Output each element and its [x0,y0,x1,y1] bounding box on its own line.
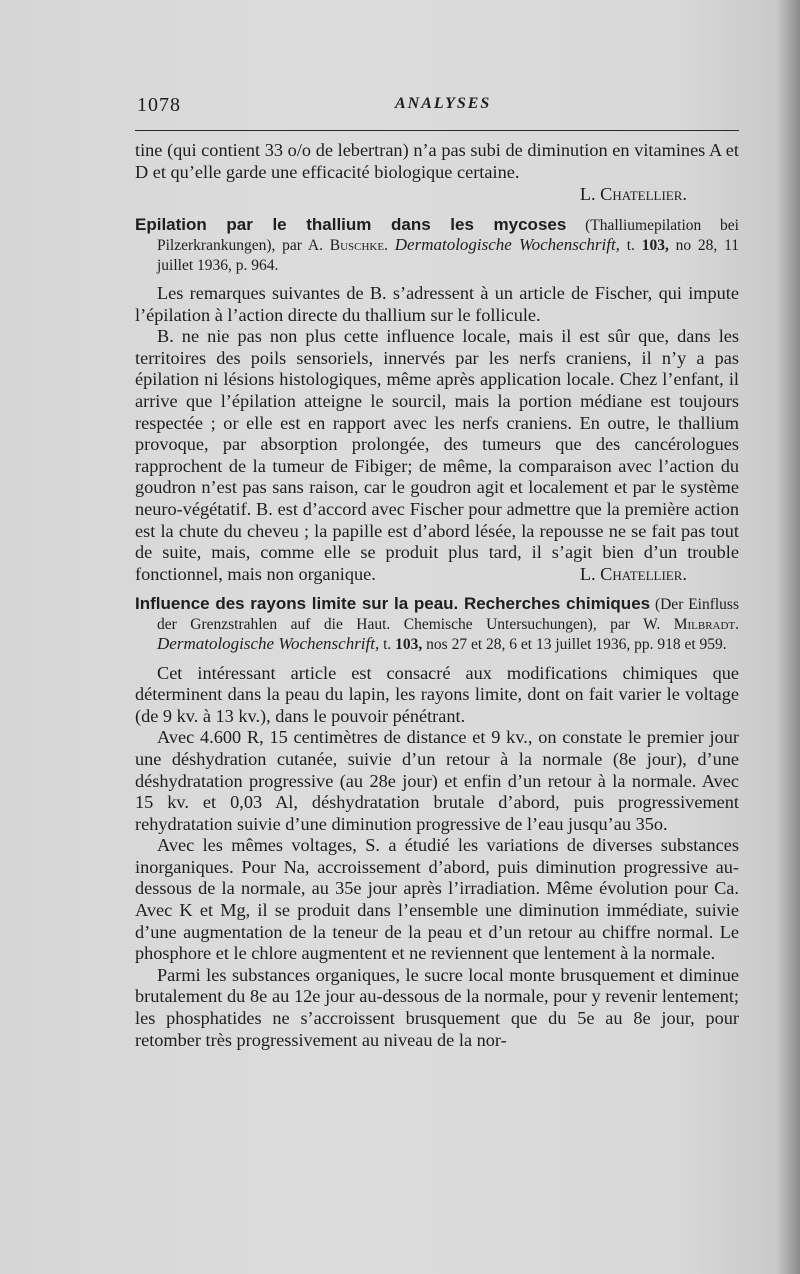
article-2-volume-prefix: t. [383,636,392,654]
article-2-original-title: (Der Einfluss der Grenzstrahlen auf die Haut. Chemische Untersuchungen), par W. [157,596,739,633]
page-number: 1078 [137,94,181,116]
continuation-signature: L. Chatellier. [579,184,687,205]
page-header [137,94,737,122]
article-1-issue: no 28, 11 juillet 1936, p. 964. [157,237,740,274]
article-2-heading [135,594,739,654]
article-1-original-title: (Thalliumepilation bei Pilzerkrankungen), par A. [157,216,739,255]
article-2-journal: Dermatologische Wochenschrift, [157,634,380,654]
article-1-heading [135,215,739,275]
article-2-paragraph-3: Avec les mêmes voltages, S. a étudié les variations de diverses substances inorganiques. Pour Na, accroissement d’abord, puis diminution progressive au-dessous de la normale, au 35e jour après l’irradiation. Même évolution pour Ca. Avec K et Mg, il se produit dans l’ensemble une diminution immédiate, suivie d’une augmentation de la teneur de la peau et d’un retour au chiffre normal. Le phosphore et le chlore augmentent et ne reviennent que lentement à la normale. [135,835,739,964]
article-2-paragraph-2: Avec 4.600 R, 15 centimètres de distance et 9 kv., on constate le premier jour une déshydration cutanée, suivie d’un retour à la normale (8e jour), d’une déshydratation progressive (au 28e jour) et enfin d’un retour à la normale. Avec 15 kv. et 0,03 Al, déshydratation brutale d’abord, puis progressivement rehydratation suivie d’une diminution progressive de l’eau jusqu’au 35o. [135,727,739,834]
article-2-author: Milbradt. [673,615,740,633]
running-head: ANALYSES [395,95,492,112]
article-1-volume-prefix: t. [626,237,635,255]
continuation-paragraph: tine (qui contient 33 o/o de lebertran) n’a pas subi de diminution en vitamines A et D et qu’elle garde une efficacité biologique certaine. [135,140,739,182]
article-1-paragraph-2 [135,326,739,585]
article-1-volume: 103, [641,237,669,255]
article-1-paragraph-2-text: B. ne nie pas non plus cette influence locale, mais il est sûr que, dans les territoires des poils sensoriels, innervés par les nerfs craniens, il n’y a pas épilation ni lésions histologiques, même après application locale. Chez l’enfant, il arrive que l’épilation atteigne le sourcil, mais la portion médiane est toujours respectée ; or elle est en rapport avec les nerfs craniens. En outre, le thallium provoque, par absorption prolongée, des tumeurs que des cancérologues rapprochent de la tumeur de Fibiger; de même, la comparaison avec l’action du goudron n’est pas sans raison, car le goudron agit et localement et par le système neuro-végétatif. B. est d’accord avec Fischer pour admettre que la première action est la chute du cheveu ; la papille est d’abord lésée, la repousse ne se fait pas tout de suite, mais, comme elle se produit plus tard, il s’agit bien d’un trouble fonctionnel, mais non organique. [135,326,739,584]
article-1-title: Epilation par le thallium dans les mycoses [135,214,567,234]
article-1-signature: L. Chatellier. [579,563,687,584]
article-1-journal: Dermatologische Wochenschrift, [394,235,620,255]
article-2-title: Influence des rayons limite sur la peau. Recherches chimiques [135,594,651,614]
header-rule [135,130,739,131]
article-1-paragraph-1: Les remarques suivantes de B. s’adressent à un article de Fischer, qui impute l’épilation à l’action directe du thallium sur le follicule. [135,283,739,325]
article-2-paragraph-4: Parmi les substances organiques, le sucre local monte brusquement et diminue brutalement du 8e au 12e jour au-dessous de la normale, pour y revenir lentement; les phosphatides ne s’accroissent brusquement que du 5e au 8e jour, pour retomber très progressivement au niveau de la nor- [135,964,739,1050]
article-2-volume: 103, [395,636,423,654]
article-2-issue: nos 27 et 28, 6 et 13 juillet 1936, pp. 918 et 959. [426,636,727,654]
article-2-paragraph-1: Cet intéressant article est consacré aux modifications chimiques que déterminent dans la peau du lapin, les rayons limite, dont on fait varier le voltage (de 9 kv. à 13 kv.), dans le pouvoir pénétrant. [135,662,739,726]
page-body [135,140,739,1051]
article-1-author: Buschke. [329,237,388,255]
